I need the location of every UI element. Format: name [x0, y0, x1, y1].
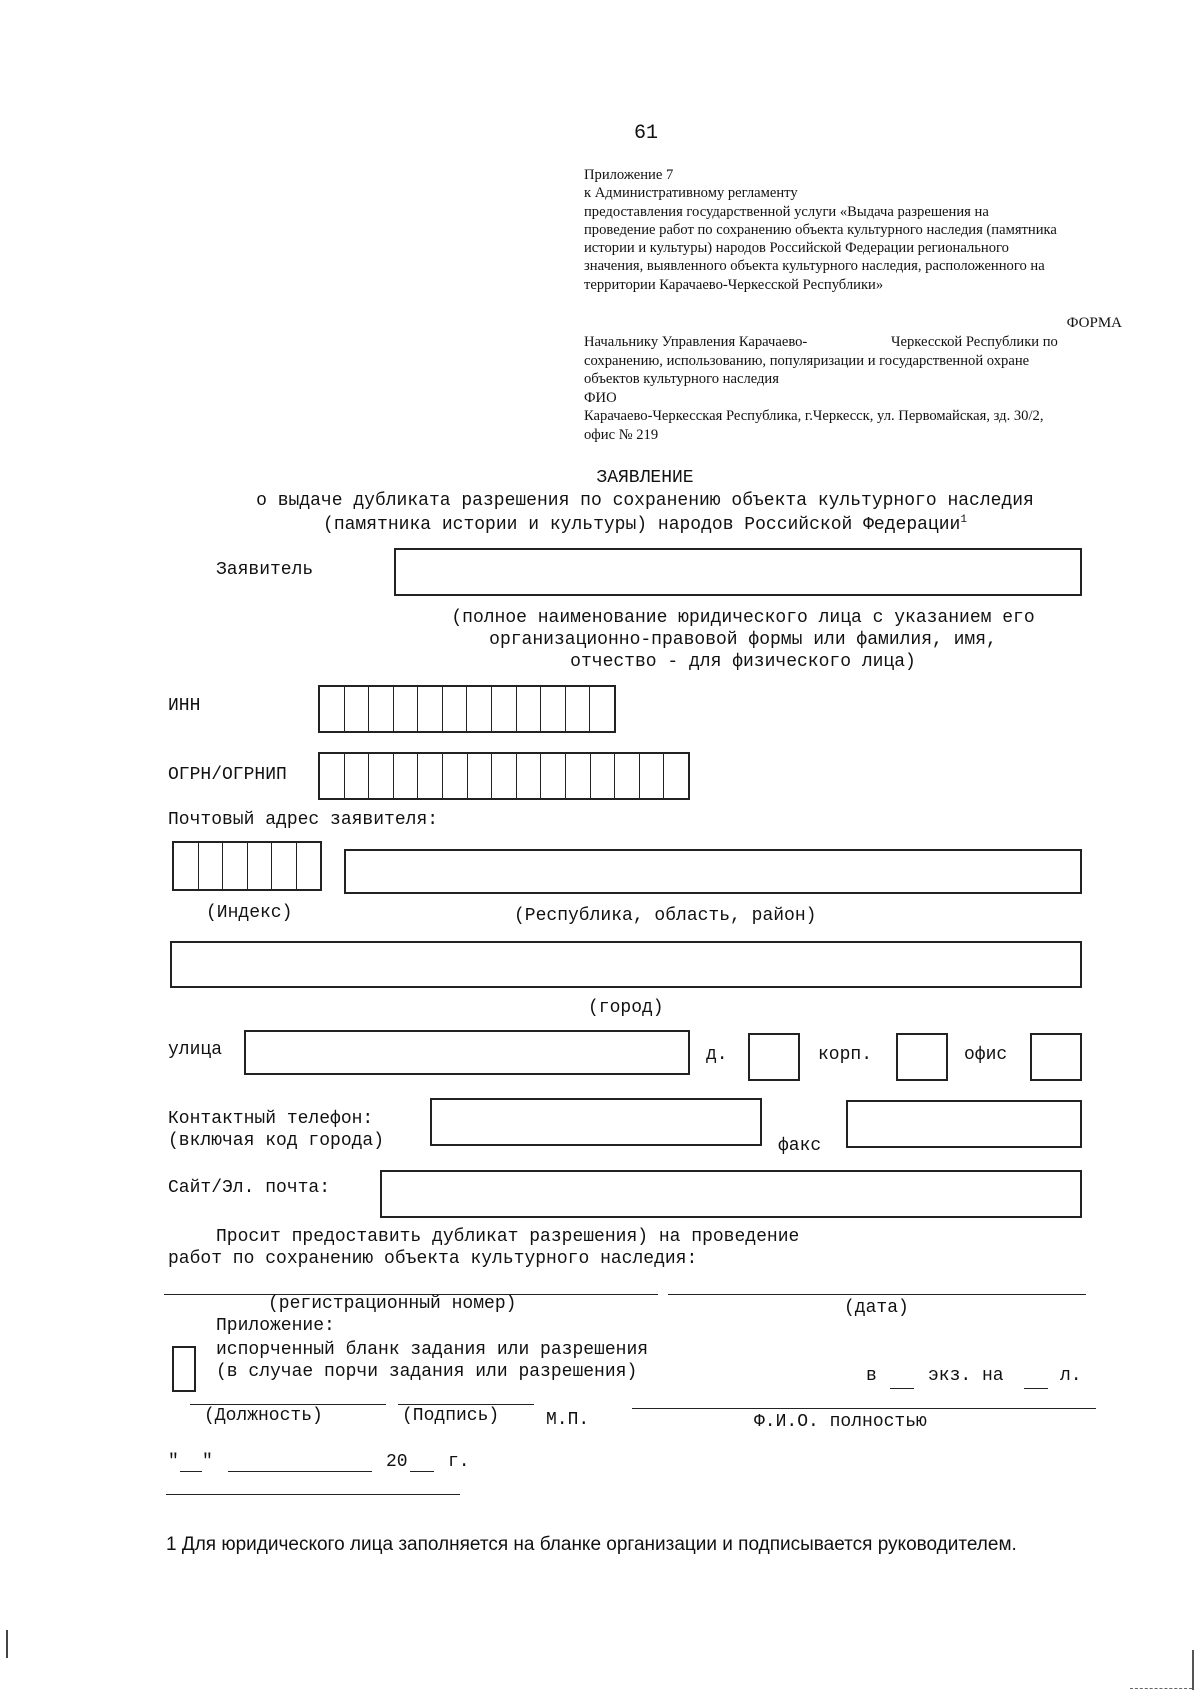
request-line: Просит предоставить дубликат разрешения) на проведение: [216, 1227, 800, 1247]
attachment-checkbox[interactable]: [172, 1346, 196, 1392]
sheets-count-line[interactable]: [1024, 1388, 1048, 1389]
scan-mark: [1192, 1650, 1194, 1690]
street-label: улица: [168, 1040, 223, 1060]
inn-cells[interactable]: [318, 685, 616, 733]
signature-caption: (Подпись): [402, 1406, 500, 1426]
applicant-note: [400, 607, 1086, 673]
appendix-line: значения, выявленного объекта культурного наследия, расположенного на: [584, 258, 1045, 275]
addressee-line: Черкесской Республики по: [891, 334, 1058, 350]
applicant-field[interactable]: [394, 548, 1082, 596]
year-prefix: 20: [386, 1452, 408, 1472]
appendix-line: истории и культуры) народов Российской Федерации регионального: [584, 240, 1009, 257]
region-field[interactable]: [344, 849, 1082, 894]
heading-line-text: (памятника истории и культуры) народов Российской Федерации: [323, 515, 961, 535]
phone-label: [168, 1108, 384, 1152]
month-line[interactable]: [228, 1471, 372, 1472]
appendix-line: территории Карачаево-Черкесской Республики»: [584, 276, 884, 293]
site-email-field[interactable]: [380, 1170, 1082, 1218]
postal-index-cells[interactable]: [172, 841, 322, 891]
ogrn-label: ОГРН/ОГРНИП: [168, 765, 287, 785]
inn-label: ИНН: [168, 696, 201, 716]
addressee-line: Начальнику Управления Карачаево-: [584, 334, 808, 350]
applicant-label: Заявитель: [216, 560, 314, 580]
addressee-line: Карачаево-Черкесская Республика, г.Черкесск, ул. Первомайская, зд. 30/2,: [584, 408, 1044, 425]
request-line: работ по сохранению объекта культурного наследия:: [168, 1249, 698, 1269]
document-title: ЗАЯВЛЕНИЕ: [596, 468, 694, 488]
date-caption: (дата): [844, 1298, 909, 1318]
stamp-caption: М.П.: [546, 1410, 590, 1430]
house-field[interactable]: [748, 1033, 800, 1081]
applicant-note-line: (полное наименование юридического лица с указанием его: [451, 608, 1035, 628]
date-quote-open: ": [168, 1452, 179, 1472]
signature-line[interactable]: [398, 1404, 534, 1405]
office-field[interactable]: [1030, 1033, 1082, 1081]
building-field[interactable]: [896, 1033, 948, 1081]
phone-label-line: (включая код города): [168, 1131, 385, 1151]
applicant-note-line: отчество - для физического лица): [570, 652, 916, 672]
house-label: д.: [706, 1045, 728, 1065]
date-quote-close: ": [202, 1452, 213, 1472]
attachment-line: (в случае порчи задания или разрешения): [216, 1362, 638, 1382]
form-label: ФОРМА: [1066, 315, 1122, 331]
addressee-block: [584, 333, 1144, 445]
position-line[interactable]: [190, 1404, 386, 1405]
fullname-line[interactable]: [632, 1408, 1096, 1409]
reg-number-caption: (регистрационный номер): [268, 1294, 517, 1314]
phone-field[interactable]: [430, 1098, 762, 1146]
copies-middle: экз. на: [928, 1366, 1004, 1386]
applicant-note-line: организационно-правовой формы или фамилия, имя,: [489, 630, 997, 650]
street-field[interactable]: [244, 1030, 690, 1075]
phone-label-line: Контактный телефон:: [168, 1109, 374, 1129]
date-line[interactable]: [668, 1294, 1086, 1295]
office-label: офис: [964, 1045, 1008, 1065]
page-number: 61: [634, 122, 659, 145]
attachment-line: испорченный бланк задания или разрешения: [216, 1340, 649, 1360]
footnote: 1 Для юридического лица заполняется на бланке организации и подписывается руководителем.: [166, 1534, 1017, 1555]
ogrn-cells[interactable]: [318, 752, 690, 800]
date-underline: [166, 1494, 460, 1495]
copies-count-line[interactable]: [890, 1388, 914, 1389]
appendix-title: Приложение 7: [584, 167, 674, 183]
fullname-caption: Ф.И.О. полностью: [754, 1412, 927, 1432]
addressee-line: сохранению, использованию, популяризации и государственной охране: [584, 352, 1030, 369]
attachment-label: Приложение:: [216, 1316, 335, 1336]
position-caption: (Должность): [204, 1406, 323, 1426]
heading-line: о выдаче дубликата разрешения по сохранению объекта культурного наследия: [256, 491, 1034, 511]
addressee-line: ФИО: [584, 389, 617, 406]
fax-field[interactable]: [846, 1100, 1082, 1148]
city-field[interactable]: [170, 941, 1082, 988]
day-line[interactable]: [180, 1471, 202, 1472]
postal-address-label: Почтовый адрес заявителя:: [168, 810, 439, 830]
addressee-line: офис № 219: [584, 426, 659, 443]
region-caption: (Республика, область, район): [514, 906, 817, 926]
addressee-line: объектов культурного наследия: [584, 371, 779, 388]
fax-label: факс: [778, 1136, 822, 1156]
scan-mark: [6, 1630, 8, 1658]
copies-prefix: в: [866, 1366, 877, 1386]
index-caption: (Индекс): [206, 903, 293, 923]
appendix-line: предоставления государственной услуги «Выдача разрешения на: [584, 203, 989, 220]
heading-line: [0, 514, 1200, 535]
scan-mark: [1130, 1688, 1192, 1689]
appendix-line: к Административному регламенту: [584, 185, 798, 202]
year-suffix: г.: [448, 1452, 470, 1472]
appendix-block: [584, 166, 1144, 294]
city-caption: (город): [588, 998, 664, 1018]
building-label: корп.: [818, 1045, 873, 1065]
year-line[interactable]: [410, 1471, 434, 1472]
appendix-line: проведение работ по сохранению объекта культурного наследия (памятника: [584, 221, 1057, 238]
footnote-mark: 1: [960, 514, 967, 526]
site-email-label: Сайт/Эл. почта:: [168, 1178, 331, 1198]
copies-suffix: л.: [1060, 1366, 1082, 1386]
